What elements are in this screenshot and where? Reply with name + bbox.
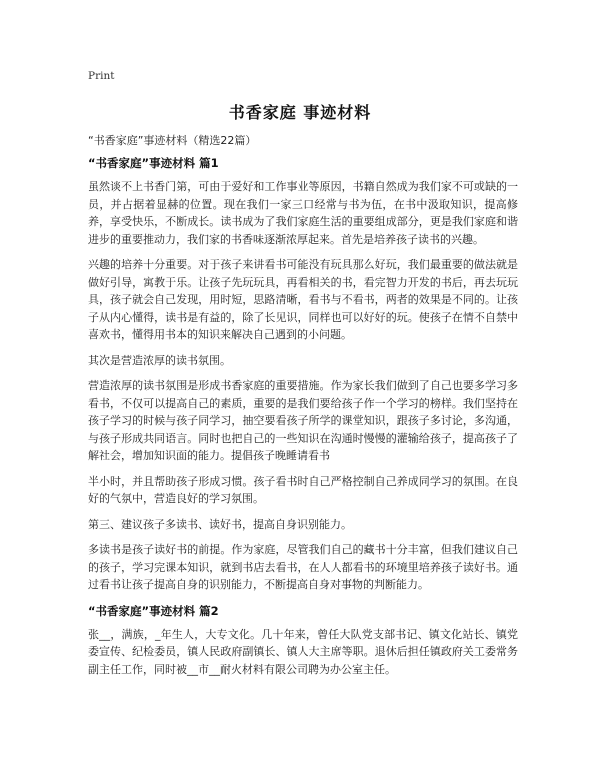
paragraph: 兴趣的培养十分重要。对于孩子来讲看书可能没有玩具那么好玩，我们最重要的做法就是做好引导，寓教于乐。让孩子先玩玩具，再看相关的书，看完智力开发的书后，再去玩玩具，孩子就会自己发现，用时短，思路清晰，看书与不看书，两者的效果是不同的。让孩子从内心懂得，读书是有益的，除了长见识，同样也可以好好的玩。使孩子在情不自禁中喜欢书，懂得用书本的知识来解决自己遇到的小问题。 bbox=[88, 258, 518, 341]
paragraph: 多读书是孩子读好书的前提。作为家庭，尽管我们自己的藏书十分丰富，但我们建议自己的孩子，学习完课本知识，就到书店去看书，在人人都看书的环境里培养孩子读好书。通过看书让孩子提高自身的识别能力，不断提高自身对事物的判断能力。 bbox=[88, 543, 518, 591]
paragraph: 其次是营造浓厚的读书氛围。 bbox=[88, 353, 231, 367]
section-heading-1: “书香家庭”事迹材料 篇1 bbox=[88, 156, 219, 170]
document-subtitle: “书香家庭”事迹材料（精选22篇） bbox=[88, 134, 257, 147]
paragraph: 虽然谈不上书香门第，可由于爱好和工作事业等原因，书籍自然成为我们家不可或缺的一员，并占据着显赫的位置。现在我们一家三口经常与书为伍，在书中汲取知识，提高修养，享受快乐，不断成长。读书成为了我们家庭生活的重要组成部分，更是我们家庭和谐进步的重要推动力，我们家的书香味逐渐浓厚起来。首先是培养孩子读书的兴趣。 bbox=[88, 180, 518, 246]
paragraph: 张__，满族，_年生人，大专文化。几十年来，曾任大队党支部书记、镇文化站长、镇党委宣传、纪检委员，镇人民政府副镇长、镇人大主席等职。退休后担任镇政府关工委常务副主任工作，同时被__市__耐火材料有限公司聘为办公室主任。 bbox=[88, 627, 518, 676]
paragraph: 第三、建议孩子多读书、读好书，提高自身识别能力。 bbox=[88, 517, 352, 531]
document-title: 书香家庭 事迹材料 bbox=[228, 103, 372, 122]
print-label[interactable]: Print bbox=[88, 70, 115, 82]
paragraph: 营造浓厚的读书氛围是形成书香家庭的重要措施。作为家长我们做到了自己也要多学习多看书，不仅可以提高自己的素质，重要的是我们要给孩子作一个学习的榜样。我们坚持在孩子学习的时候与孩子同学习，抽空要看孩子所学的课堂知识，跟孩子多讨论，多沟通，与孩子形成共同语言。同时也把自己的一些知识在沟通时慢慢的灌输给孩子，提高孩子了解社会，增加知识面的能力。提倡孩子晚睡请看书 bbox=[88, 379, 518, 462]
section-heading-2: “书香家庭”事迹材料 篇2 bbox=[88, 603, 219, 618]
paragraph: 半小时，并且帮助孩子形成习惯。孩子看书时自己严格控制自己养成同学习的氛围。在良好的气氛中，营造良好的学习氛围。 bbox=[88, 474, 518, 505]
document-body bbox=[88, 154, 518, 686]
